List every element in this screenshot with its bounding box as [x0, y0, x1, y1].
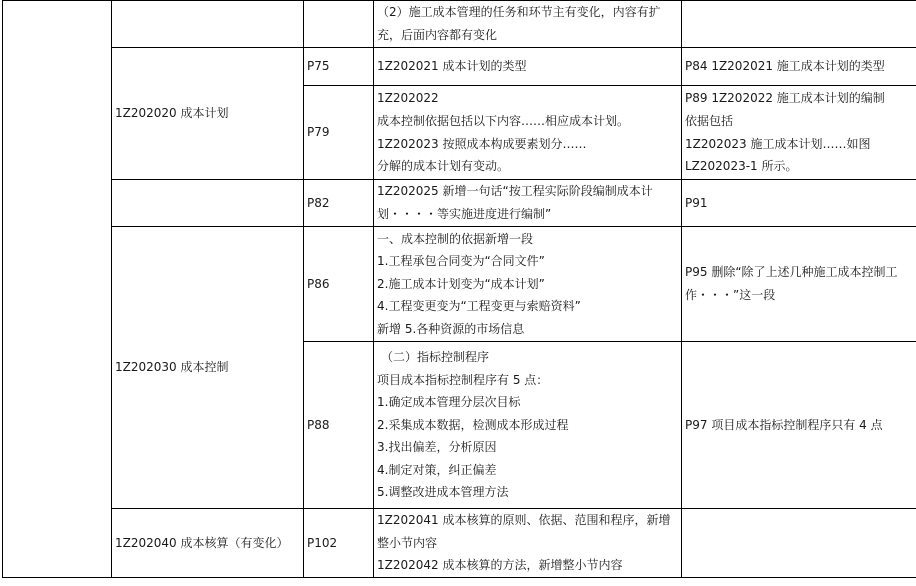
text-line: 3.找出偏差，分析原因 — [377, 440, 497, 455]
text-line: 整小节内容 — [377, 535, 438, 550]
page-cell: P86 — [304, 227, 374, 342]
old-content-cell — [374, 86, 682, 180]
page-cell: P75 — [304, 48, 374, 86]
text-line: LZ202023-1 所示。 — [685, 159, 798, 174]
new-content-cell — [682, 86, 916, 180]
table-row — [3, 1, 916, 48]
text-line: 4.工程变更变为“工程变更与索赔资料” — [377, 299, 581, 314]
text-line: 5.调整改进成本管理方法 — [377, 485, 509, 500]
text-line: 1Z202022 — [377, 91, 439, 106]
new-content-cell — [682, 48, 916, 86]
table-row — [3, 48, 916, 86]
section-cell: 1Z202040 成本核算（有变化） — [112, 509, 304, 578]
table-row — [3, 180, 916, 227]
old-content-cell — [374, 180, 682, 227]
section-cell: 1Z202020 成本计划 — [112, 48, 304, 180]
old-content-cell — [374, 1, 682, 48]
text-line: 1Z202021 成本计划的类型 — [377, 59, 527, 74]
new-content-cell — [682, 180, 916, 227]
text-line: P89 1Z202022 施工成本计划的编制 — [685, 91, 885, 106]
page-cell-empty — [304, 1, 374, 48]
text-line: 充，后面内容都有变化 — [377, 28, 498, 42]
text-line: 划・・・・等实施进度进行编制” — [377, 207, 552, 221]
old-content-cell — [374, 342, 682, 509]
new-content-cell — [682, 227, 916, 342]
text-line: P97 项目成本指标控制程序只有 4 点 — [685, 417, 883, 432]
text-line: 1Z202023 按照成本构成要素划分…… — [377, 136, 587, 151]
text-line: 1Z202025 新增一句话“按工程实际阶段编制成本计 — [377, 184, 653, 199]
text-line: 依据包括 — [685, 113, 734, 128]
text-line: 成本控制依据包括以下内容……相应成本计划。 — [377, 113, 630, 128]
section-cell-empty — [112, 180, 304, 227]
table-row — [3, 227, 916, 342]
page-cell: P79 — [304, 86, 374, 180]
text-line: （二）指标控制程序 — [381, 349, 490, 364]
new-content-cell-empty — [682, 509, 916, 578]
text-line: 1.确定成本管理分层次目标 — [377, 395, 521, 410]
text-line: 新增 5.各种资源的市场信息 — [377, 321, 525, 336]
table-row — [3, 509, 916, 578]
text-line: P84 1Z202021 施工成本计划的类型 — [685, 59, 885, 74]
page-cell: P82 — [304, 180, 374, 227]
page-cell: P102 — [304, 509, 374, 578]
text-line: 1Z202023 施工成本计划……如图 — [685, 136, 871, 151]
old-content-cell — [374, 227, 682, 342]
text-line: 作・・・”这一段 — [685, 288, 776, 302]
old-content-cell — [374, 48, 682, 86]
text-line: 4.制定对策，纠正偏差 — [377, 462, 497, 477]
comparison-table — [2, 0, 916, 578]
blank-left-column — [3, 1, 112, 578]
text-line: 1.工程承包合同变为“合同文件” — [377, 254, 545, 269]
text-line: 项目成本指标控制程序有 5 点： — [377, 372, 549, 387]
new-content-cell — [682, 342, 916, 509]
text-line: P95 删除“除了上述几种施工成本控制工 — [685, 265, 898, 280]
text-line: 1Z202041 成本核算的原则、依据、范围和程序，新增 — [377, 513, 671, 527]
page-cell: P88 — [304, 342, 374, 509]
text-line: 分解的成本计划有变动。 — [377, 159, 510, 174]
section-cell-empty — [112, 1, 304, 48]
text-line: P91 — [685, 195, 708, 210]
text-line: 2.采集成本数据，检测成本形成过程 — [377, 417, 569, 432]
text-line: （2）施工成本管理的任务和环节主有变化，内容有扩 — [377, 5, 661, 20]
text-line: 2.施工成本计划变为“成本计划” — [377, 276, 545, 291]
new-content-cell-empty — [682, 1, 916, 48]
text-line: 一、成本控制的依据新增一段 — [377, 231, 534, 246]
old-content-cell — [374, 509, 682, 578]
section-cell: 1Z202030 成本控制 — [112, 227, 304, 509]
text-line: 1Z202042 成本核算的方法，新增整小节内容 — [377, 558, 623, 573]
